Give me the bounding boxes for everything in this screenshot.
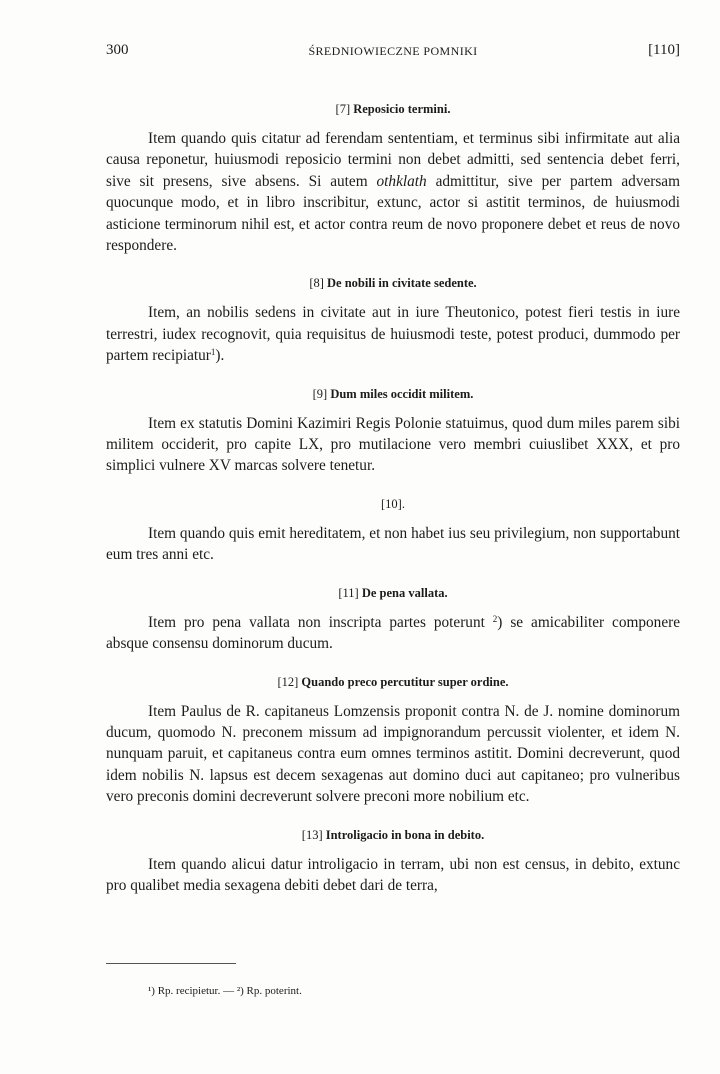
paragraph: Item quando quis citatur ad ferendam sententiam, et terminus sibi infirmitate aut alia causa reponetur, huiusmodi reposicio termini non debet admitti, sed sentencia debet ferri, sive sit presens, sive absens. Si autem othklath admittitur, sive per partem adversam quocunque modo, et in libro inscribitur, extunc, actor si astitit terminos, de huiusmodi asticione terminorum nihil est, et actor contra reum de novo proponere debet et reus de novo respondere.	[106, 130, 680, 255]
footnote-ref: 2	[492, 613, 498, 624]
paragraph: Item ex statutis Domini Kazimiri Regis Polonie statuimus, quod dum miles parem sibi militem occiderit, pro capite LX, pro mutilacione vero membri cuiuslibet XXX, et pro simplici vulnere XV marcas solvere tenetur.	[106, 414, 680, 475]
paragraph: Item quando quis emit hereditatem, et non habet ius seu privilegium, non supportabunt eum tres anni etc.	[106, 524, 680, 564]
section-title: [8] De nobili in civitate sedente.	[309, 276, 477, 291]
section-title: [13] Introligacio in bona in debito.	[301, 827, 485, 842]
main-text	[106, 100, 680, 914]
paragraph: Item pro pena vallata non inscripta partes poterunt $^2$) se amicabiliter componere absque consensu dominorum ducum.	[106, 613, 680, 653]
running-title: ŚREDNIOWIECZNE POMNIKI	[308, 44, 478, 58]
paragraph: Item, an nobilis sedens in civitate aut in iure Theutonico, potest fieri testis in iure terrestri, iudex recognovit, quia requisitus de huiusmodi teste, potest produci, dummodo per partem recipiatur$^1$).	[106, 304, 680, 365]
page-number: 300	[106, 42, 129, 58]
section-number: [110]	[648, 42, 680, 58]
paragraph: Item Paulus de R. capitaneus Lomzensis proponit contra N. de J. nomine dominorum ducum, quomodo N. preconem missum ad impignorandum percussit violenter, et idem N. nunquam paruit, et capitaneus contra eum omnes terminos astitit. Domini decreverunt, quod idem nobilis N. lapsus est decem sexagenas aut domino duci aut capitaneo; pro vulneribus vero preconis domini decreverunt solvere preconi more nobilium etc.	[106, 702, 680, 806]
footnote-divider	[106, 963, 236, 964]
paragraph: Item quando alicui datur introligacio in terram, ubi non est census, in debito, extunc pro qualibet media sexagena debiti debet dari de terra,	[106, 855, 680, 894]
running-header	[106, 42, 680, 66]
section-title: [9] Dum miles occidit militem.	[312, 386, 474, 401]
section-title: [12] Quando preco percutitur super ordine.	[277, 674, 509, 689]
section-title: [10].	[381, 496, 405, 511]
footnotes: ¹) Rp. recipietur. — ²) Rp. poterint.	[148, 985, 302, 997]
italic-term: othklath	[376, 172, 427, 190]
section-title: [7] Reposicio termini.	[335, 102, 451, 116]
footnote-ref: 1	[210, 347, 216, 358]
section-title: [11] De pena vallata.	[338, 585, 448, 600]
